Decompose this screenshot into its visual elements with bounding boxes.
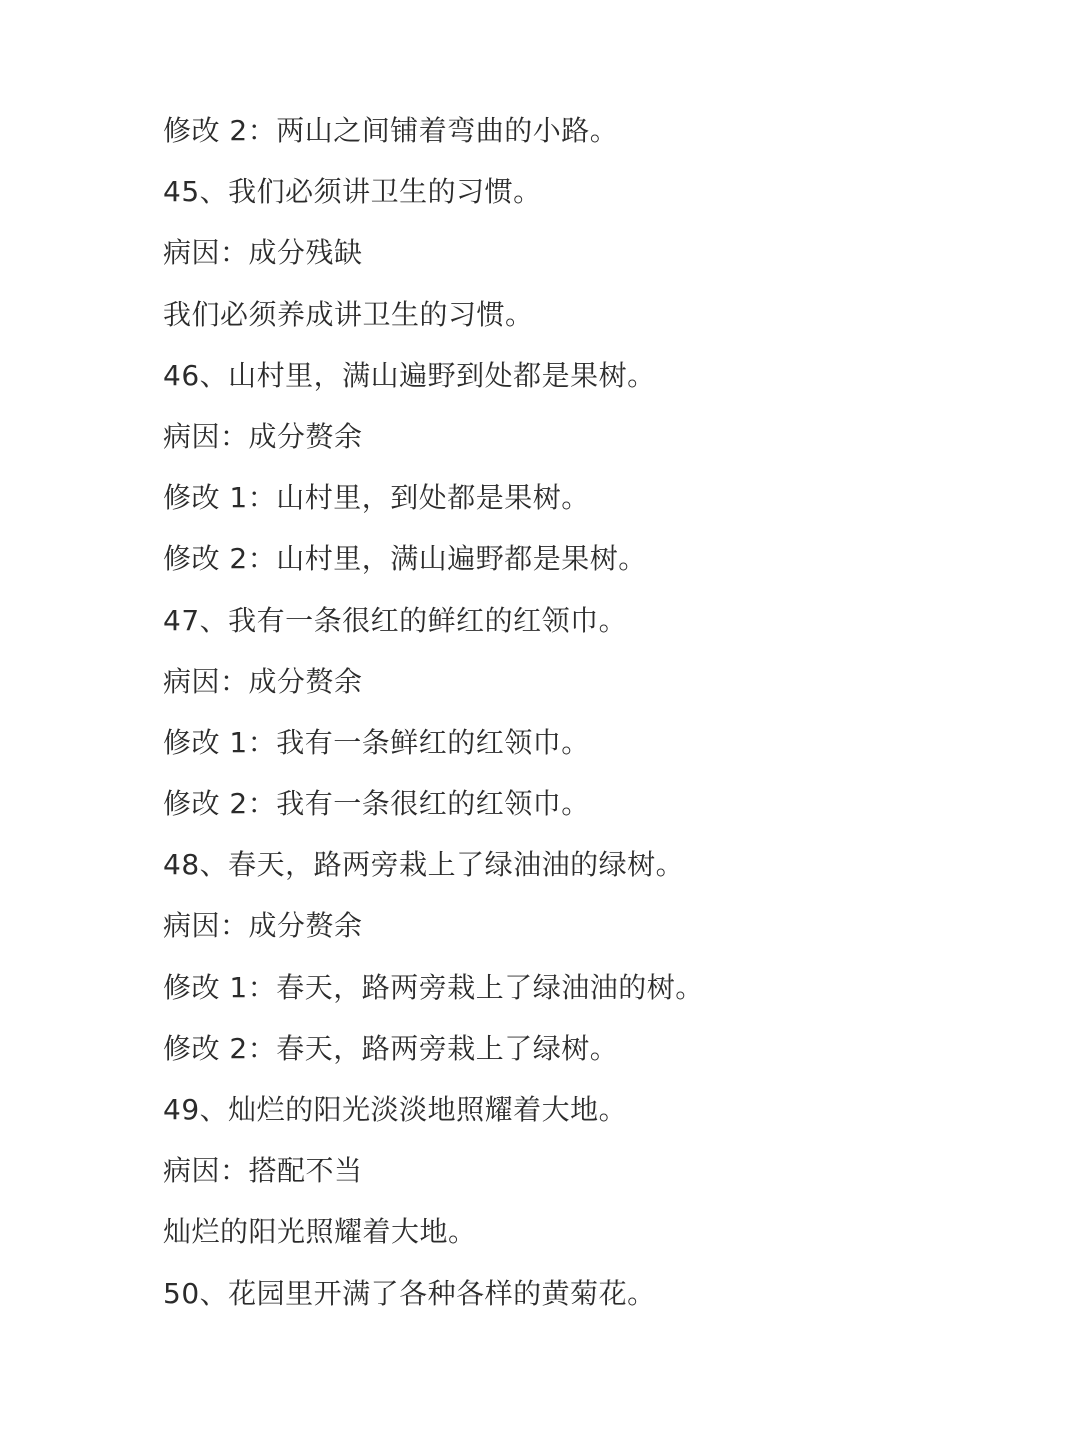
text-line: 病因：成分残缺 <box>163 236 363 270</box>
text-line: 修改 2：两山之间铺着弯曲的小路。 <box>163 114 619 147</box>
text-line: 50、花园里开满了各种各样的黄菊花。 <box>163 1276 656 1310</box>
text-line: 修改 1：我有一条鲜红的红领巾。 <box>163 725 590 759</box>
text-line: 病因：搭配不当 <box>163 1154 363 1188</box>
text-line: 修改 1：山村里，到处都是果树。 <box>163 481 590 515</box>
text-line: 修改 2：山村里，满山遍野都是果树。 <box>163 542 647 576</box>
text-line: 修改 2：春天，路两旁栽上了绿树。 <box>163 1031 619 1065</box>
text-line: 我们必须养成讲卫生的习惯。 <box>163 297 534 331</box>
text-line: 灿烂的阳光照耀着大地。 <box>163 1215 477 1249</box>
text-line: 48、春天，路两旁栽上了绿油油的绿树。 <box>163 848 685 882</box>
text-line: 47、我有一条很红的鲜红的红领巾。 <box>163 603 628 637</box>
text-line: 修改 2：我有一条很红的红领巾。 <box>163 787 590 821</box>
text-line: 病因：成分赘余 <box>163 909 363 943</box>
text-line: 46、山村里，满山遍野到处都是果树。 <box>163 358 656 392</box>
text-line: 45、我们必须讲卫生的习惯。 <box>163 175 542 209</box>
text-line: 修改 1：春天，路两旁栽上了绿油油的树。 <box>163 970 704 1004</box>
text-line: 病因：成分赘余 <box>163 664 363 698</box>
document-body <box>163 106 983 1330</box>
text-line: 49、灿烂的阳光淡淡地照耀着大地。 <box>163 1093 628 1126</box>
text-line: 病因：成分赘余 <box>163 419 363 453</box>
